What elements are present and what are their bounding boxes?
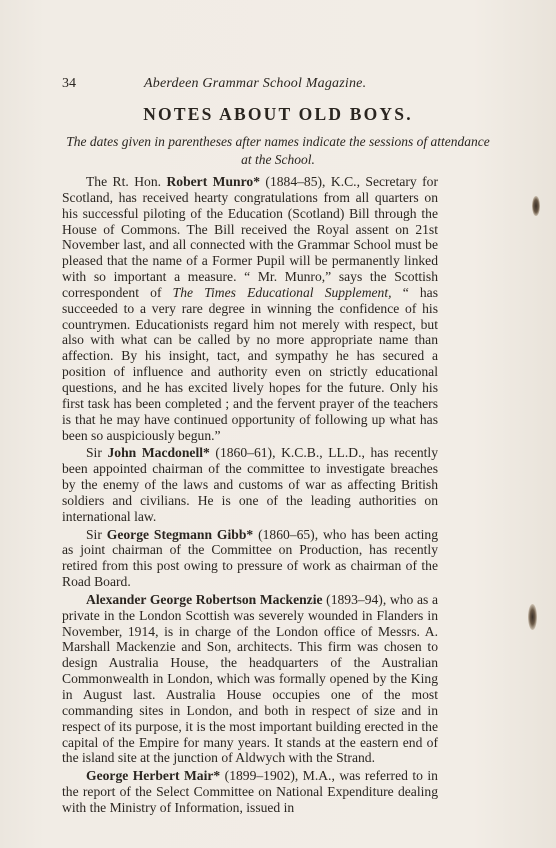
paragraph-munro: [62, 174, 438, 443]
paragraph-text: (1884–85), K.C., Secretary for Scotland, has received hearty congratulations from all quarters on his successful piloting of the Education (Scotland) Bill through the House of Commons. The Bill received the Royal assent on 21st November last, and all connected with the Grammar School must be pleased that the name of a Former Pupil will be permanently linked with so important a measure. “ Mr. Munro,” says the Scottish correspondent of: [62, 174, 438, 300]
person-name: Robert Munro*: [166, 174, 260, 189]
binding-hole-mark: [528, 604, 537, 630]
article-body: [62, 174, 438, 818]
person-name: George Herbert Mair*: [86, 768, 221, 784]
paragraph-gibb: [62, 527, 438, 590]
binding-hole-mark: [532, 196, 540, 216]
page-number: 34: [62, 76, 76, 91]
paragraph-text: Sir: [86, 526, 107, 542]
paragraph-text: (1893–94), who as a private in the London Scottish was severely wounded in Flanders in November, 1914, is in charge of the London office of Messrs. A. Marshall Mackenzie and Son, architects. This firm was chosen to design Australia House, the headquarters of the Australian Commonwealth in London, which was formally opened by the King in August last. Australia House occupies one of the most commanding sites in London, and both in respect of size and in respect of its purpose, it is the most important building erected in the capital of the Empire for many years. It stands at the eastern end of the island site at the junction of Aldwych with the Strand.: [62, 591, 438, 766]
running-title: Aberdeen Grammar School Magazine.: [144, 76, 367, 91]
article-subtitle: The dates given in parentheses after names indicate the sessions of attendance at the School.: [66, 134, 490, 167]
article-title: NOTES ABOUT OLD BOYS.: [143, 104, 413, 124]
paragraph-text: (1899–1902), M.A., was referred to in the report of the Select Committee on National Expenditure dealing with the Ministry of Information, issued in: [62, 768, 438, 815]
paragraph-mackenzie: [62, 592, 438, 766]
person-name: John Macdonell*: [107, 445, 210, 461]
person-name: Alexander George Robertson Mackenzie: [86, 591, 323, 607]
publication-title: The Times Educational Supplement,: [172, 284, 392, 300]
paragraph-text: “ has succeeded to a very rare degree in winning the confidence of his countrymen. Educationists regard him not merely with respect, but also with what can be called by no more appropriate name than affection. By his insight, tact, and sympathy he has secured a position of influence and authority even on strictly educational questions, and he has excited lively hopes for the future. Only his first task has been completed ; and the fervent prayer of the teachers is that he may have continued opportunity of following up what has been so auspiciously begun.”: [62, 284, 439, 443]
person-name: George Stegmann Gibb*: [106, 526, 254, 542]
paragraph-mair: [62, 768, 438, 816]
paragraph-text: The Rt. Hon.: [86, 174, 167, 189]
paragraph-macdonell: [62, 445, 438, 524]
paragraph-text: Sir: [86, 445, 108, 461]
paragraph-text: (1860–61), K.C.B., LL.D., has recently been appointed chairman of the committee to investigate breaches by the enemy of the laws and customs of war as affecting British soldiers and civilians. He is one of the leading authorities on international law.: [62, 445, 439, 524]
paragraph-text: (1860–65), who has been acting as joint chairman of the Committee on Production, has recently retired from this post owing to pressure of work as chairman of the Road Board.: [62, 526, 439, 590]
running-header: [62, 76, 494, 96]
